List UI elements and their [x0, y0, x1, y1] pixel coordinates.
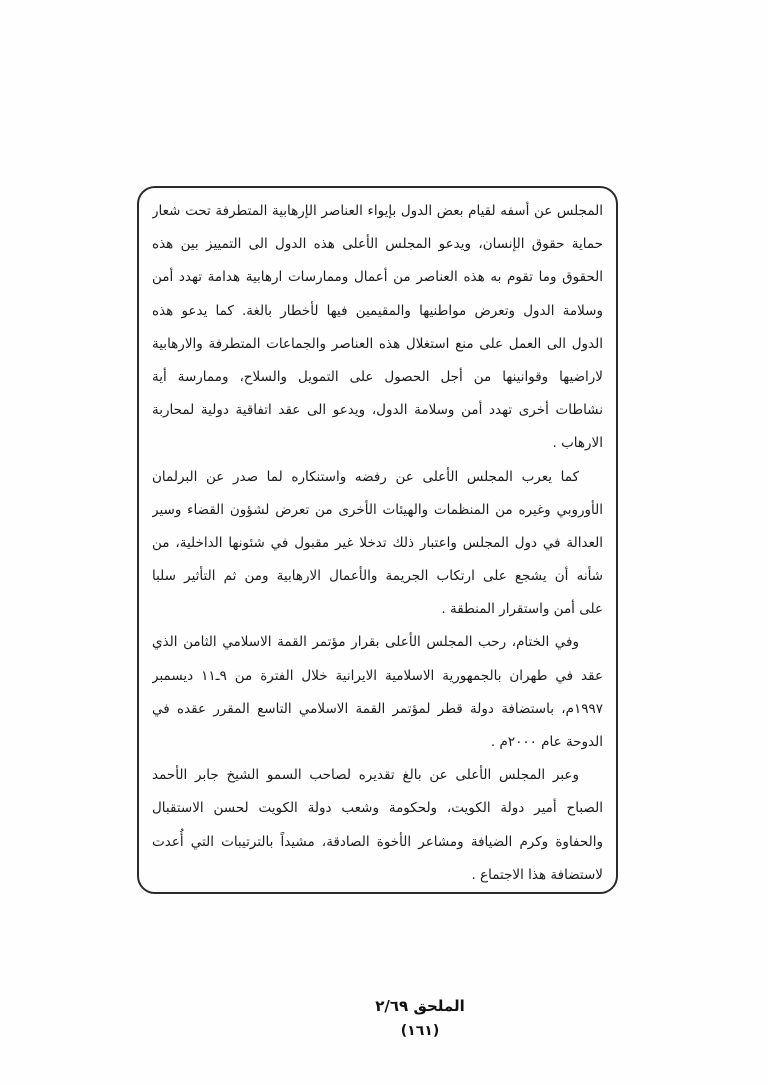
text-line: شأنه أن يشجع على ارتكاب الجريمة والأعمال الارهابية ومن ثم التأثير سلبا: [152, 568, 603, 585]
text-line: لاراضيها وقوانينها من أجل الحصول على التمويل والسلاح، وممارسة أية: [152, 368, 603, 385]
page-footer: [330, 996, 510, 1040]
text-line-paragraph-start: كما يعرب المجلس الأعلى عن رفضه واستنكاره لما صدر عن البرلمان: [152, 468, 579, 485]
text-line: الحقوق وما تقوم به هذه العناصر من أعمال وممارسات ارهابية هدامة تهدد أمن: [152, 269, 603, 286]
text-line-paragraph-end: على أمن واستقرار المنطقة .: [441, 601, 603, 618]
text-line: نشاطات أخرى تهدد أمن وسلامة الدول، ويدعو الى عقد اتفاقية دولية لمحاربة: [152, 402, 603, 419]
text-line: الدول الى العمل على منع استغلال هذه العناصر والجماعات المتطرفة والارهابية: [152, 335, 603, 352]
text-line-paragraph-start: وعبر المجلس الأعلى عن بالغ تقديره لصاحب السمو الشيخ جابر الأحمد: [152, 767, 579, 784]
text-line: وسلامة الدول وتعرض مواطنيها والمقيمين فيها لأخطار بالغة. كما يدعو هذه: [152, 302, 603, 319]
document-border-box: [137, 186, 618, 894]
text-line: ١٩٩٧م، باستضافة دولة قطر لمؤتمر القمة الاسلامي التاسع المقرر عقده في: [152, 700, 603, 717]
text-line-paragraph-end: لاستضافة هذا الاجتماع .: [471, 866, 603, 883]
text-line-paragraph-end: الدوحة عام ٢٠٠٠م .: [490, 734, 603, 750]
text-line: الصباح أمير دولة الكويت، ولحكومة وشعب دولة الكويت لحسن الاستقبال: [152, 800, 603, 817]
text-line: والحفاوة وكرم الضيافة ومشاعر الأخوة الصادقة، مشيداً بالترتيبات التي أُعدت: [152, 833, 603, 850]
text-line: حماية حقوق الإنسان، ويدعو المجلس الأعلى هذه الدول الى التمييز بين هذه: [152, 236, 603, 253]
text-line: المجلس عن أسفه لقيام بعض الدول بإيواء العناصر الإرهابية المتطرفة تحت شعار: [152, 203, 603, 219]
text-line-paragraph-start: وفي الختام، رحب المجلس الأعلى بقرار مؤتمر القمة الاسلامي الثامن الذي: [152, 634, 579, 651]
text-line: الأوروبي وغيره من المنظمات والهيئات الأخرى من تعرض لشؤون القضاء وسير: [152, 501, 603, 518]
text-line: العدالة في دول المجلس واعتبار ذلك تدخلا غير مقبول في شئونها الداخلية، من: [152, 534, 603, 551]
document-body-text: [139, 188, 616, 892]
appendix-label: الملحق ٢/٦٩: [375, 997, 465, 1015]
page-number: (١٦١): [400, 1023, 440, 1039]
text-line-paragraph-end: الارهاب .: [552, 435, 603, 452]
text-line: عقد في طهران بالجمهورية الاسلامية الايرانية خلال الفترة من ٩ـ١١ ديسمبر: [152, 667, 603, 684]
